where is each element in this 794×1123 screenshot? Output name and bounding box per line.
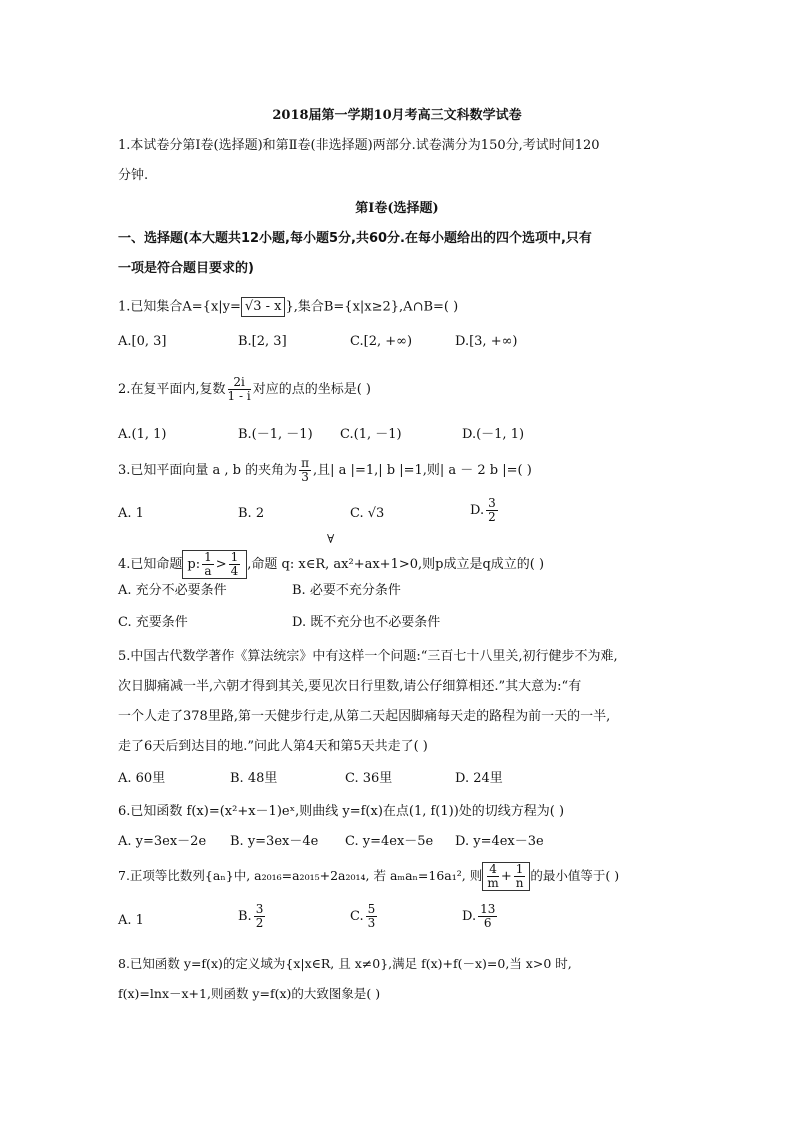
q7-option-c [350, 903, 379, 930]
q7-plus: + [500, 869, 512, 884]
question-3-stem [118, 457, 532, 484]
q3-stem-b: ,且| a |=1,| b |=1,则| a － 2 b |=( ) [313, 463, 532, 478]
q5-option-b: B. 48里 [230, 771, 278, 786]
q7-d-frac [478, 903, 497, 930]
question-5-line-2: 次日脚痛减一半,六朝才得到其关,要见次日行里数,请公仔细算相还.”其大意为:“有 [118, 679, 582, 694]
question-5-line-3: 一个人走了378里路,第一天健步行走,从第二天起因脚痛每天走的路程为前一天的一半, [118, 709, 611, 724]
question-4-stem [118, 550, 544, 579]
q4-option-c: C. 充要条件 [118, 615, 188, 630]
q2-option-a: A.(1, 1) [118, 427, 167, 442]
forall-symbol: ∀ [327, 532, 335, 546]
q3-d-num: 3 [488, 496, 496, 510]
q7-d-num: 13 [480, 902, 496, 916]
q1-option-d: D.[3, +∞) [455, 334, 518, 349]
q7-f2-den: n [515, 876, 524, 890]
q4-gt: > [215, 557, 227, 572]
question-6-stem: 6.已知函数 f(x)=(x²+x－1)eˣ,则曲线 y=f(x)在点(1, f(1))处的切线方程为( ) [118, 804, 565, 819]
three-halves [486, 497, 498, 524]
instructions-line-1: 一、选择题(本大题共12小题,每小题5分,共60分.在每小题给出的四个选项中,只有 [118, 231, 592, 246]
q3-three: 3 [301, 470, 309, 484]
q4-stem-a: 4.已知命题 [118, 557, 183, 572]
q4-option-b: B. 必要不充分条件 [292, 583, 401, 598]
q1-option-c: C.[2, +∞) [350, 334, 413, 349]
q2-option-b: B.(－1, －1) [238, 427, 313, 442]
section-title: 第Ⅰ卷(选择题) [355, 201, 439, 216]
q6-option-d: D. y=4ex－3e [455, 834, 544, 849]
q6-option-b: B. y=3ex－4e [230, 834, 319, 849]
q4-option-a: A. 充分不必要条件 [118, 583, 227, 598]
q4-p-label: p: [187, 557, 201, 572]
question-1-stem [118, 297, 458, 317]
q3-option-a: A. 1 [118, 506, 144, 521]
q2-option-c: C.(1, －1) [340, 427, 402, 442]
q2-stem-b: 对应的点的坐标是( ) [252, 382, 371, 397]
exam-title: 2018届第一学期10月考高三文科数学试卷 [272, 108, 522, 123]
q2-denominator: 1 - i [227, 389, 251, 403]
q7-option-c-label: C. [350, 909, 364, 924]
intro-line-1: 1.本试卷分第Ⅰ卷(选择题)和第Ⅱ卷(非选择题)两部分.试卷满分为150分,考试时间120 [118, 138, 600, 153]
one-over-n [514, 863, 526, 890]
question-8-line-2: f(x)=lnx－x+1,则函数 y=f(x)的大致图象是( ) [118, 986, 381, 1001]
q3-option-c: C. √3 [350, 506, 385, 521]
intro-line-2: 分钟. [118, 168, 149, 183]
q3-option-d [470, 497, 500, 524]
q1-stem-a: 1.已知集合A={x|y= [118, 299, 241, 315]
q4-frac-2 [229, 551, 241, 578]
q7-b-frac [254, 903, 266, 930]
q7-c-num: 5 [367, 902, 376, 916]
q2-option-d: D.(－1, 1) [462, 427, 525, 442]
q2-stem-a: 2.在复平面内,复数 [118, 382, 226, 397]
q4-num-1: 1 [204, 550, 212, 564]
q7-f1-num: 4 [489, 862, 497, 876]
pi-over-three [299, 457, 311, 484]
q5-option-c: C. 36里 [345, 771, 393, 786]
q7-option-b-label: B. [238, 909, 252, 924]
q5-option-a: A. 60里 [118, 771, 166, 786]
q6-option-a: A. y=3ex－2e [118, 834, 207, 849]
question-5-line-4: 走了6天后到达目的地.”问此人第4天和第5天共走了( ) [118, 739, 428, 754]
sqrt-expression-image: √3 - x [241, 297, 286, 317]
proposition-p-image [182, 550, 247, 579]
q7-stem-b: 的最小值等于( ) [530, 868, 620, 883]
q7-d-den: 6 [483, 916, 492, 930]
instructions-line-2: 一项是符合题目要求的) [118, 261, 254, 276]
q7-option-d [462, 903, 499, 930]
q7-option-a: A. 1 [118, 913, 144, 928]
question-7-stem [118, 862, 619, 891]
q7-c-den: 3 [367, 916, 376, 930]
q7-f2-num: 1 [515, 862, 524, 876]
q6-option-c: C. y=4ex－5e [345, 834, 434, 849]
q1-stem-b: },集合B={x|x≥2},A∩B=( ) [285, 299, 459, 315]
q3-d-den: 2 [488, 510, 496, 524]
q4-option-d: D. 既不充分也不必要条件 [292, 615, 441, 630]
q5-option-d: D. 24里 [455, 771, 503, 786]
q1-option-b: B.[2, 3] [238, 334, 287, 349]
q1-option-a: A.[0, 3] [118, 334, 167, 349]
q4-den-1: a [204, 564, 212, 578]
q7-b-num: 3 [255, 902, 264, 916]
q7-stem-a: 7.正项等比数列{aₙ}中, a₂₀₁₆=a₂₀₁₅+2a₂₀₁₄, 若 aₘaₙ=16a₁², 则 [118, 868, 483, 883]
q4-num-2: 1 [230, 550, 239, 564]
q4-den-2: 4 [230, 564, 239, 578]
q7-expression-image [482, 862, 530, 891]
q4-frac-1 [202, 551, 214, 578]
q4-stem-b: ,命题 q: x∈R, ax²+ax+1>0,则p成立是q成立的( ) [247, 557, 545, 572]
q7-option-b [238, 903, 267, 930]
q3-pi: π [301, 456, 310, 470]
question-5-line-1: 5.中国古代数学著作《算法统宗》中有这样一个问题:“三百七十八里关,初行健步不为难, [118, 649, 618, 664]
q7-f1-den: m [487, 876, 499, 890]
q7-b-den: 2 [255, 916, 264, 930]
complex-fraction [228, 376, 251, 403]
four-over-m [487, 863, 499, 890]
question-8-line-1: 8.已知函数 y=f(x)的定义域为{x|x∈R, 且 x≠0},满足 f(x)+f(－x)=0,当 x>0 时, [118, 956, 572, 971]
q3-stem-a: 3.已知平面向量 a , b 的夹角为 [118, 463, 298, 478]
q7-option-d-label: D. [462, 909, 477, 924]
q3-option-d-label: D. [470, 503, 485, 518]
q7-c-frac [366, 903, 378, 930]
q2-numerator: 2i [228, 376, 251, 390]
q3-option-b: B. 2 [238, 506, 265, 521]
question-2-stem [118, 376, 371, 403]
